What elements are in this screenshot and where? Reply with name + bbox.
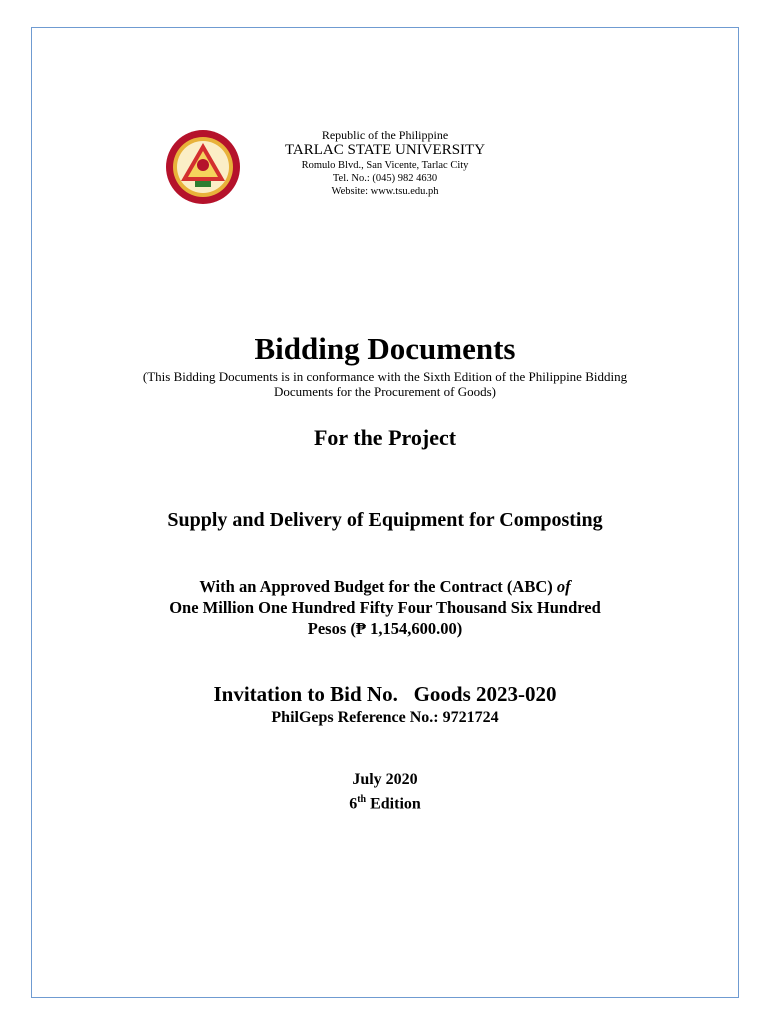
subtitle-line-1: (This Bidding Documents is in conformance with the Sixth Edition of the Philippine Bidding	[142, 369, 628, 384]
address-line: Romulo Blvd., San Vicente, Tarlac City	[301, 160, 469, 171]
republic-line: Republic of the Philippine	[321, 128, 449, 142]
abc-label: With an Approved Budget for the Contract (ABC)	[199, 577, 553, 596]
date-edition	[31, 770, 739, 814]
for-project-heading: For the Project	[313, 425, 457, 450]
website-line: Website: www.tsu.edu.ph	[331, 186, 439, 197]
approved-budget	[31, 576, 739, 639]
abc-line-3: Pesos (₱ 1,154,600.00)	[307, 619, 463, 638]
edition-number: 6	[349, 795, 358, 813]
abc-line-2: One Million One Hundred Fifty Four Thousand Six Hundred	[169, 598, 601, 617]
subtitle-line-2: Documents for the Procurement of Goods)	[273, 384, 497, 399]
telephone-line: Tel. No.: (045) 982 4630	[332, 173, 438, 184]
edition-line	[31, 790, 739, 814]
project-name: Supply and Delivery of Equipment for Composting	[167, 509, 603, 531]
document-title: Bidding Documents	[254, 331, 516, 366]
abc-of: of	[556, 577, 571, 596]
university-name: TARLAC STATE UNIVERSITY	[284, 142, 486, 158]
letterhead	[230, 128, 540, 198]
document-date: July 2020	[352, 771, 418, 788]
document-subtitle	[31, 369, 739, 399]
philgeps-reference: PhilGeps Reference No.: 9721724	[271, 709, 499, 726]
edition-suffix: th	[357, 794, 367, 805]
edition-word: Edition	[366, 795, 421, 813]
invitation-to-bid-number: Invitation to Bid No. Goods 2023-020	[213, 682, 557, 706]
abc-line-1	[31, 576, 739, 597]
